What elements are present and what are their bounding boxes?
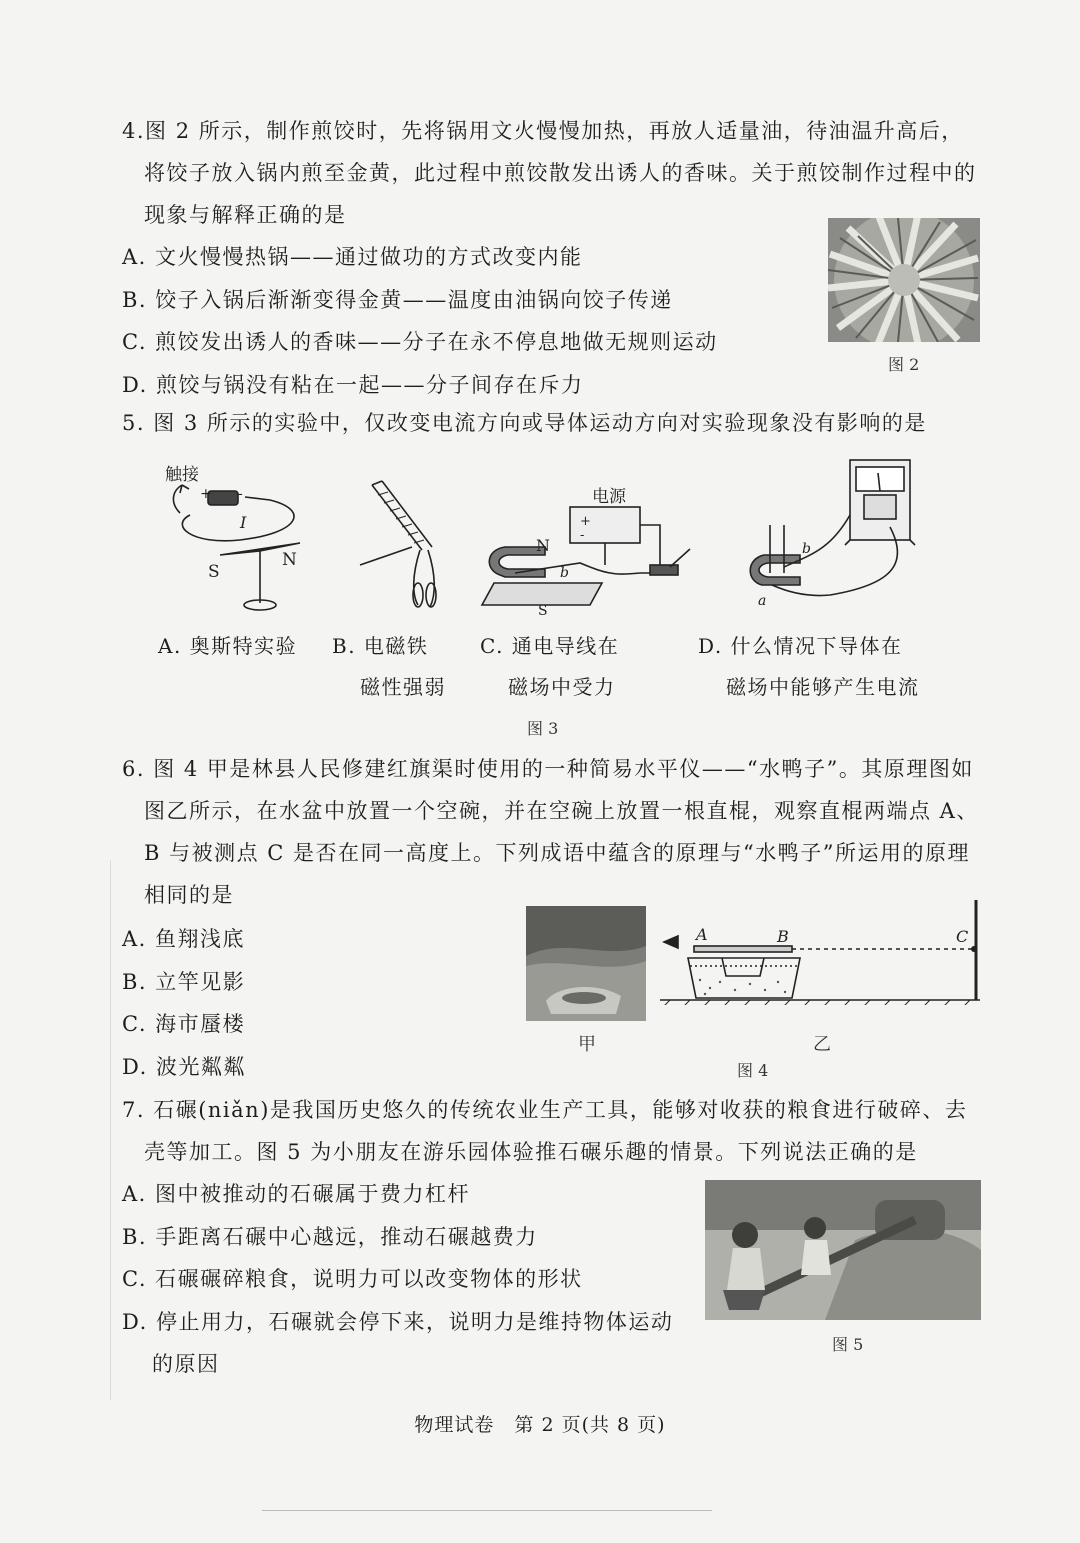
south-label: S	[208, 562, 220, 582]
question-6-stem: 6. 图 4 甲是林县人民修建红旗渠时使用的一种简易水平仪——“水鸭子”。其原理图如图乙所示，在水盆中放置一个空碗，并在空碗上放置一根直棍，观察直棍两端点 A、B 与被测点 C 是否在同一高度上。下列成语中蕴含的原理与“水鸭子”所运用的原理相同的是	[122, 757, 979, 907]
wire-b-label: b	[560, 565, 569, 581]
figure-3-caption-d2: 磁场中能够产生电流	[726, 675, 920, 699]
question-7	[122, 1089, 984, 1173]
magnet-north-label: N	[536, 536, 550, 555]
question-6-options	[122, 918, 422, 1088]
touch-label: 触接	[165, 465, 199, 485]
point-c-label: C	[956, 927, 969, 946]
magnet-south-label: S	[538, 603, 548, 619]
induction-b-label: b	[802, 541, 811, 557]
figure-5-caption: 图 5	[832, 1335, 864, 1354]
question-7-option-a: A. 图中被推动的石碾属于费力杠杆	[122, 1182, 471, 1206]
question-7-option-d-continued: 的原因	[152, 1352, 220, 1376]
figure-3-caption-c1: C. 通电导线在	[480, 634, 620, 658]
question-7-option-b: B. 手距离石碾中心越远，推动石碾越费力	[122, 1224, 538, 1249]
question-5	[122, 402, 982, 444]
plus-label: +	[200, 486, 212, 502]
figure-4-sub-right: 乙	[813, 1034, 831, 1055]
question-4-option-a: A. 文火慢慢热锅——通过做功的方式改变内能	[122, 245, 583, 269]
figure-4-photo	[526, 906, 646, 1021]
figure-3-caption-d1: D. 什么情况下导体在	[698, 634, 903, 658]
question-7-stem: 7. 石碾(niǎn)是我国历史悠久的传统农业生产工具，能够对收获的粮食进行破碎、去壳等加工。图 5 为小朋友在游乐园体验推石碾乐趣的情景。下列说法正确的是	[122, 1098, 968, 1164]
figure-4-sub-left: 甲	[578, 1034, 596, 1055]
figure-3-caption-b1: B. 电磁铁	[332, 634, 429, 658]
oersted-diagram	[173, 485, 300, 610]
question-6-option-c: C. 海市蜃楼	[122, 1012, 246, 1036]
figure-5-photo	[705, 1180, 981, 1320]
current-label: I	[240, 513, 247, 532]
figure-3-caption: 图 3	[527, 719, 559, 738]
figure-3-caption-c2: 磁场中受力	[508, 675, 616, 699]
question-4-stem: 4.图 2 所示，制作煎饺时，先将锅用文火慢慢加热，再放人适量油，待油温升高后，将饺子放入锅内煎至金黄，此过程中煎饺散发出诱人的香味。关于煎饺制作过程中的现象与解释正确的是	[122, 119, 977, 227]
minus-label: -	[238, 486, 243, 502]
figure-3-caption-a: A. 奥斯特实验	[158, 634, 298, 658]
figure-2-photo	[828, 218, 980, 342]
electromagnet-diagram	[360, 481, 436, 607]
induction-a-label: a	[758, 593, 767, 609]
power-plus-label: +	[580, 514, 591, 529]
question-7-option-d: D. 停止用力，石碾就会停下来，说明力是维持物体运动	[122, 1309, 674, 1334]
point-b-label: B	[777, 927, 789, 946]
question-7-options	[122, 1173, 702, 1386]
question-4-option-c: C. 煎饺发出诱人的香味——分子在永不停息地做无规则运动	[122, 330, 718, 354]
scan-edge-line	[110, 860, 111, 1400]
question-5-stem: 5. 图 3 所示的实验中，仅改变电流方向或导体运动方向对实验现象没有影响的是	[122, 411, 927, 435]
question-4-option-b: B. 饺子入锅后渐渐变得金黄——温度由油锅向饺子传递	[122, 287, 673, 312]
induction-diagram	[750, 460, 915, 596]
north-label: N	[282, 550, 297, 570]
question-4-option-d: D. 煎饺与锅没有粘在一起——分子间存在斥力	[122, 372, 584, 397]
power-label: 电源	[592, 487, 626, 507]
question-6-option-d: D. 波光粼粼	[122, 1054, 246, 1079]
question-6-option-b: B. 立竿见影	[122, 969, 246, 994]
power-minus-label: -	[580, 528, 585, 543]
figure-3-caption-b2: 磁性强弱	[360, 675, 446, 699]
figure-3-diagrams	[150, 455, 930, 625]
figure-4-diagram	[660, 900, 982, 1005]
figure-2-caption: 图 2	[888, 355, 920, 374]
figure-4-caption: 图 4	[737, 1061, 769, 1080]
point-a-label: A	[696, 925, 708, 944]
page-footer: 物理试卷 第 2 页(共 8 页)	[414, 1414, 666, 1436]
question-7-option-c: C. 石碾碾碎粮食，说明力可以改变物体的形状	[122, 1267, 583, 1291]
bottom-divider	[262, 1510, 712, 1511]
question-6-option-a: A. 鱼翔浅底	[122, 927, 246, 951]
question-6	[122, 748, 984, 916]
